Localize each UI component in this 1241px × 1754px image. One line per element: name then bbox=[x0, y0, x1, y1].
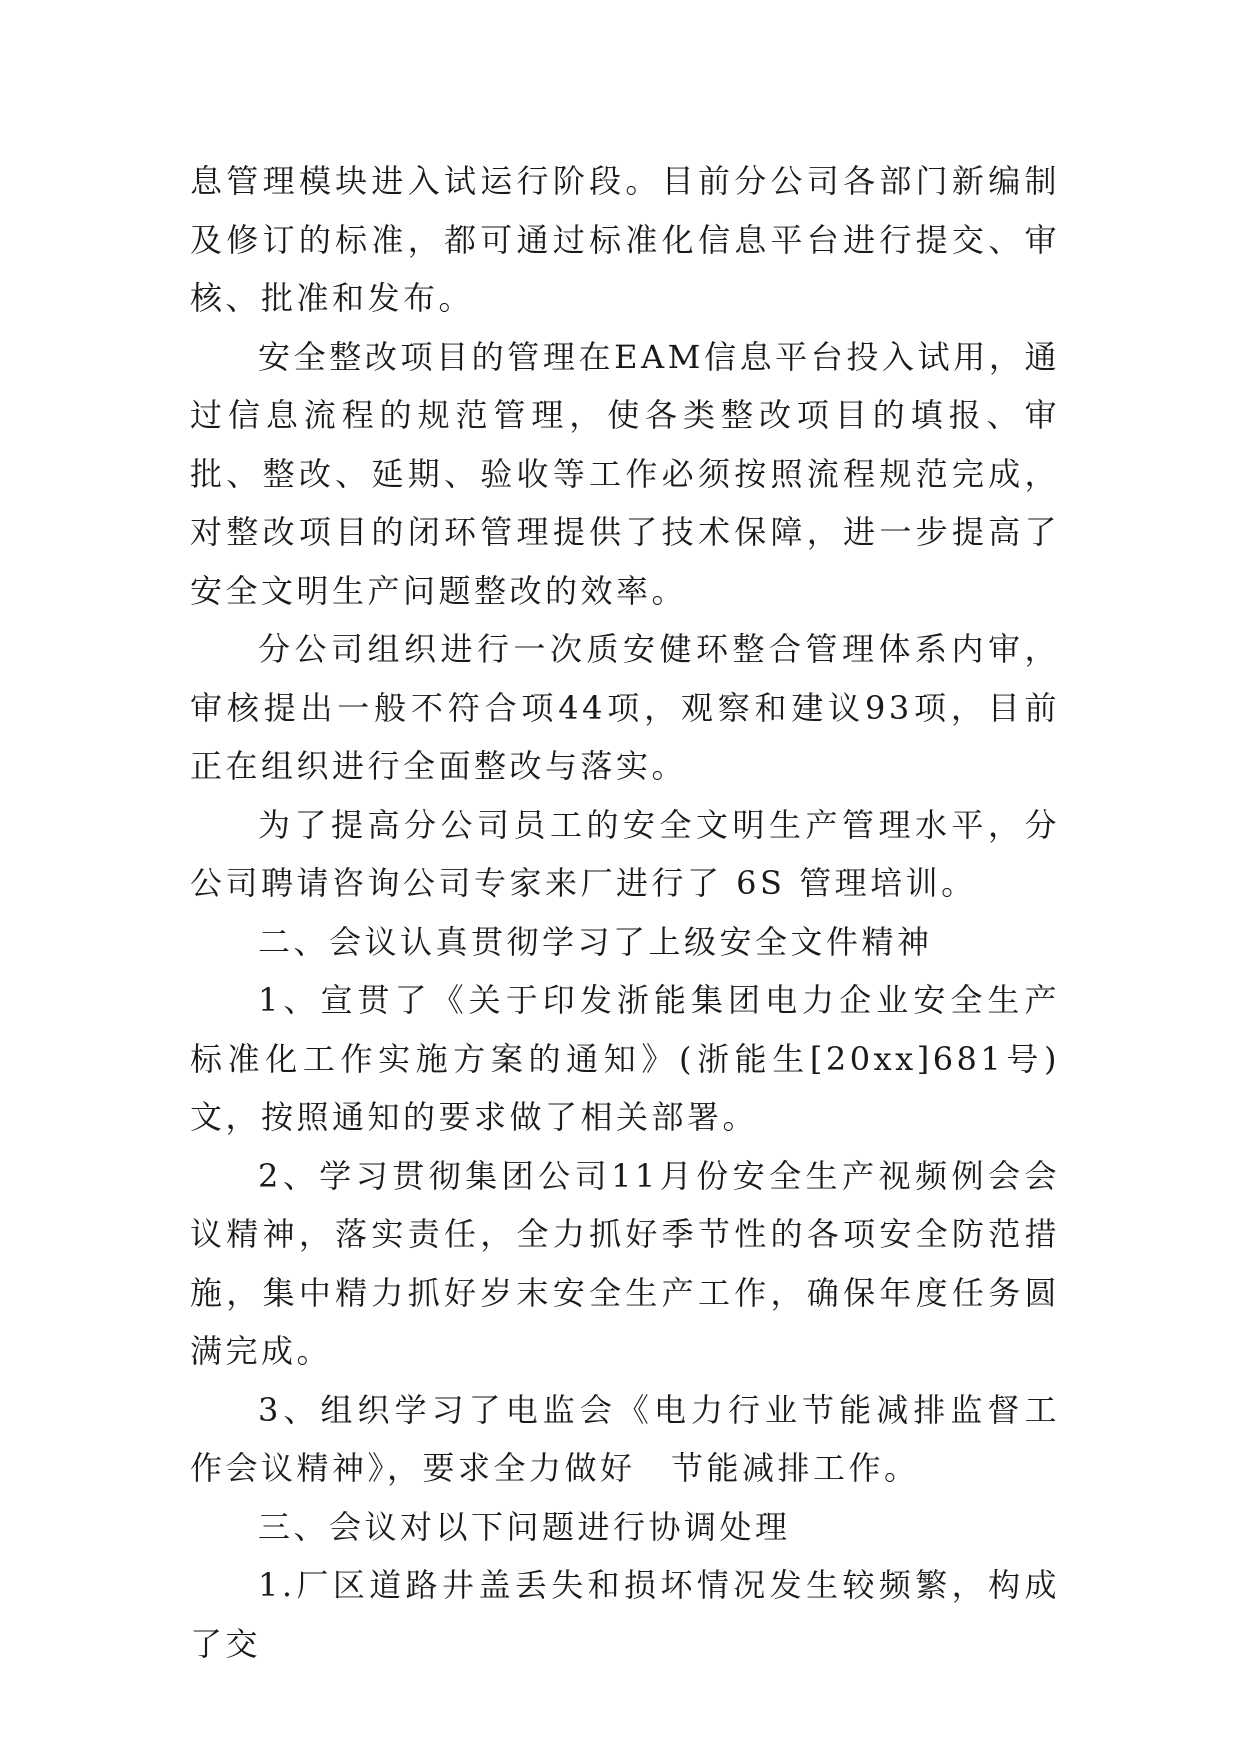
list-item-1: 1、宣贯了《关于印发浙能集团电力企业安全生产标准化工作实施方案的通知》(浙能生[20xx]681号)文，按照通知的要求做了相关部署。 bbox=[190, 981, 1060, 1136]
paragraph-2: 安全整改项目的管理在EAM信息平台投入试用，通过信息流程的规范管理，使各类整改项目的填报、审批、整改、延期、验收等工作必须按照流程规范完成，对整改项目的闭环管理提供了技术保障，进一步提高了安全文明生产问题整改的效率。 bbox=[190, 337, 1060, 610]
paragraph-1: 息管理模块进入试运行阶段。目前分公司各部门新编制及修订的标准，都可通过标准化信息平台进行提交、审核、批准和发布。 bbox=[190, 162, 1060, 317]
paragraph-3: 分公司组织进行一次质安健环整合管理体系内审，审核提出一般不符合项44项，观察和建议93项，目前正在组织进行全面整改与落实。 bbox=[190, 630, 1060, 785]
section-heading-3: 三、会议对以下问题进行协调处理 bbox=[258, 1507, 791, 1546]
list-item-2: 2、学习贯彻集团公司11月份安全生产视频例会会议精神，落实责任，全力抓好季节性的各项安全防范措施，集中精力抓好岁末安全生产工作，确保年度任务圆满完成。 bbox=[190, 1156, 1060, 1370]
section-heading-2: 二、会议认真贯彻学习了上级安全文件精神 bbox=[258, 922, 933, 961]
list-item-4: 1.厂区道路井盖丢失和损坏情况发生较频繁，构成了交 bbox=[190, 1566, 1060, 1663]
list-item-3: 3、组织学习了电监会《电力行业节能减排监督工作会议精神》，要求全力做好 节能减排工作。 bbox=[190, 1390, 1060, 1487]
paragraph-4: 为了提高分公司员工的安全文明生产管理水平，分公司聘请咨询公司专家来厂进行了 6S 管理培训。 bbox=[190, 805, 1060, 902]
document-body bbox=[190, 152, 1060, 1673]
